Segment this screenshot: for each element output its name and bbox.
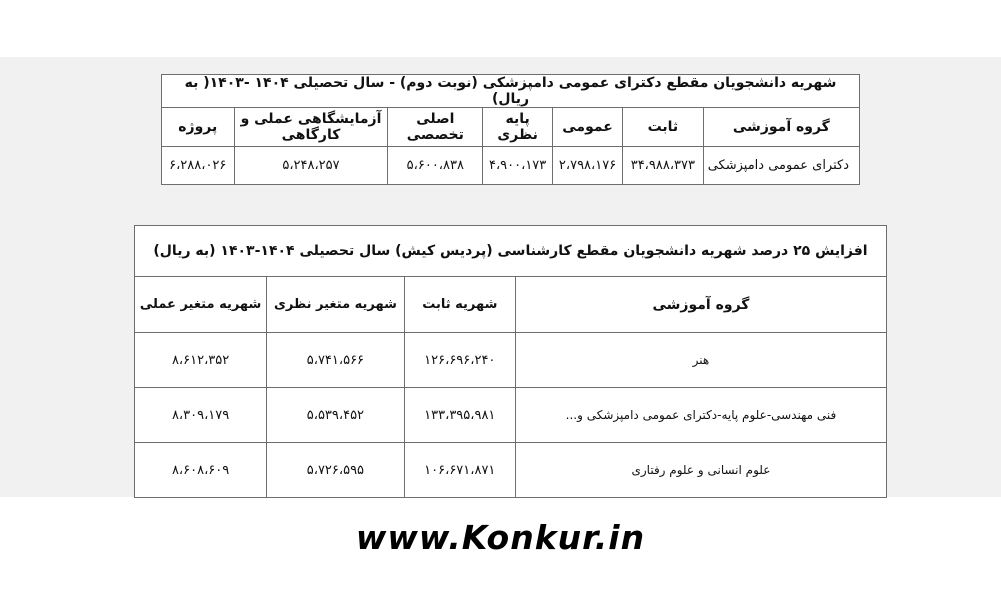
- table-cell: علوم انسانی و علوم رفتاری: [515, 443, 886, 498]
- table-cell: ۳۴،۹۸۸،۳۷۳: [623, 147, 704, 185]
- table-title: شهریه دانشجویان مقطع دکترای عمومی دامپزشکی (نوبت دوم) - سال تحصیلی ۱۴۰۴ -۱۴۰۳( به ریال): [162, 75, 860, 108]
- column-header: آزمایشگاهی عملی و کارگاهی: [234, 108, 388, 147]
- table-cell: هنر: [515, 333, 886, 388]
- column-header: اصلی تخصصی: [388, 108, 483, 147]
- table-cell: ۱۲۶،۶۹۶،۲۴۰: [404, 333, 515, 388]
- column-header: گروه آموزشی: [515, 277, 886, 333]
- table-cell: ۲،۷۹۸،۱۷۶: [553, 147, 623, 185]
- table-row: [162, 147, 860, 185]
- table-cell: ۵،۵۳۹،۴۵۲: [267, 388, 404, 443]
- table-cell: ۵،۲۴۸،۲۵۷: [234, 147, 388, 185]
- column-header: گروه آموزشی: [703, 108, 859, 147]
- table-cell: ۱۰۶،۶۷۱،۸۷۱: [404, 443, 515, 498]
- column-header: شهریه ثابت: [404, 277, 515, 333]
- table-cell: ۸،۶۱۲،۳۵۲: [135, 333, 267, 388]
- column-header: عمومی: [553, 108, 623, 147]
- column-header: شهریه متغیر عملی: [135, 277, 267, 333]
- table-cell: ۸،۳۰۹،۱۷۹: [135, 388, 267, 443]
- table-cell: ۴،۹۰۰،۱۷۳: [483, 147, 553, 185]
- column-header: ثابت: [623, 108, 704, 147]
- table-cell: ۱۳۳،۳۹۵،۹۸۱: [404, 388, 515, 443]
- table-cell: ۵،۷۲۶،۵۹۵: [267, 443, 404, 498]
- kish-campus-tuition-table: [134, 225, 887, 498]
- column-header: پروژه: [162, 108, 235, 147]
- veterinary-tuition-table: [161, 74, 860, 185]
- table-cell: دکترای عمومی دامپزشکی: [703, 147, 859, 185]
- table-row: [135, 443, 887, 498]
- table-row: [135, 333, 887, 388]
- table-cell: فنی مهندسی-علوم پایه-دکترای عمومی دامپزشکی و...: [515, 388, 886, 443]
- table-cell: ۵،۶۰۰،۸۳۸: [388, 147, 483, 185]
- column-header: شهریه متغیر نظری: [267, 277, 404, 333]
- watermark-text: www.Konkur.in: [355, 518, 646, 557]
- table-cell: ۶،۲۸۸،۰۲۶: [162, 147, 235, 185]
- table-cell: ۸،۶۰۸،۶۰۹: [135, 443, 267, 498]
- table-cell: ۵،۷۴۱،۵۶۶: [267, 333, 404, 388]
- column-header: پایه نظری: [483, 108, 553, 147]
- table-title: افزایش ۲۵ درصد شهریه دانشجویان مقطع کارشناسی (پردیس کیش) سال تحصیلی ۱۴۰۴-۱۴۰۳ (به ریال): [135, 226, 887, 277]
- table-row: [135, 388, 887, 443]
